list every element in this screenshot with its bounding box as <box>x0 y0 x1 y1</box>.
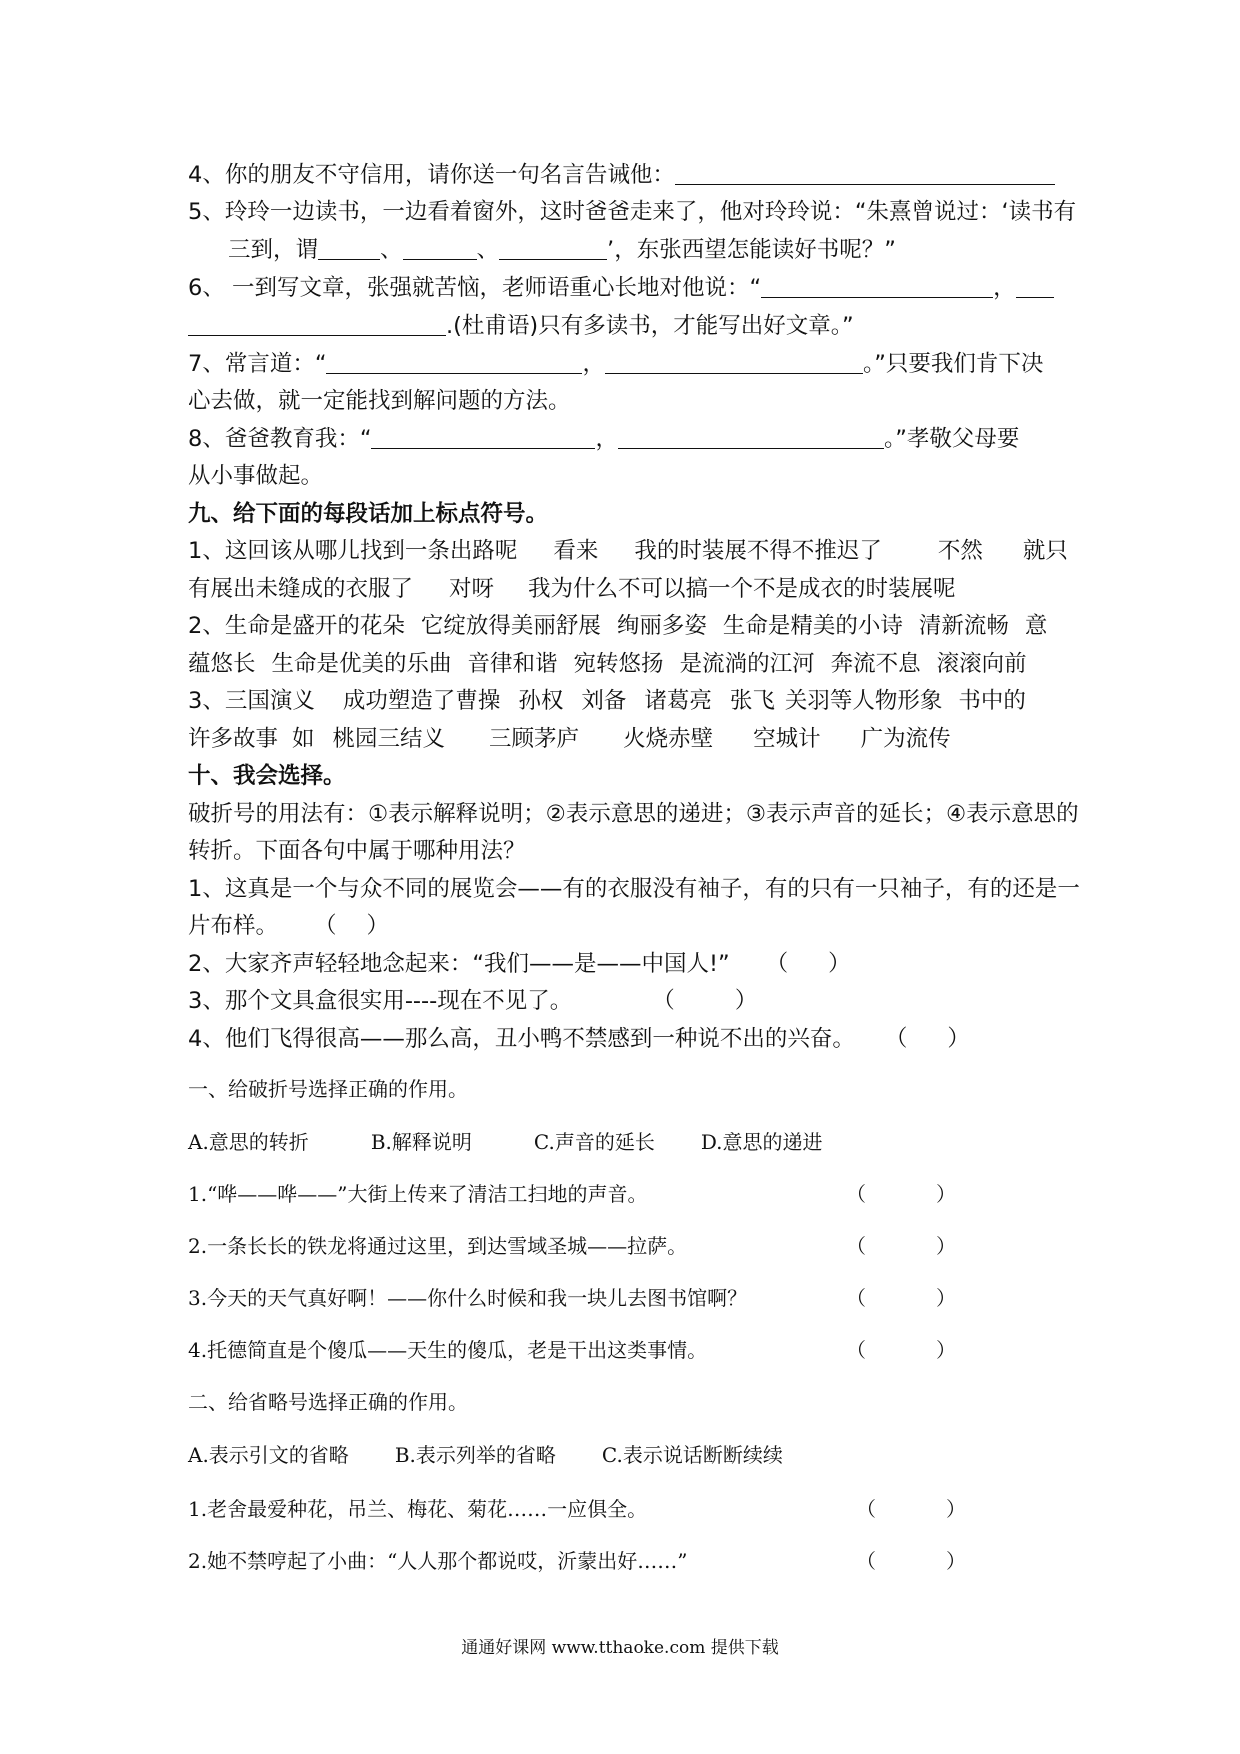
partA-heading: 一、给破折号选择正确的作用。 <box>188 1077 468 1101</box>
answer-paren[interactable]: （ ） <box>846 1286 956 1310</box>
s10-q1-line1: 1、这真是一个与众不同的展览会——有的衣服没有袖子，有的只有一只袖子，有的还是一 <box>188 876 1080 902</box>
s9-p2-line2: 蕴悠长 生命是优美的乐曲 音律和谐 宛转悠扬 是流淌的江河 奔流不息 滚滚向前 <box>188 651 1027 677</box>
s9-p1-line1: 1、这回该从哪儿找到一条出路呢 看来 我的时装展不得不推迟了 不然 就只 <box>188 538 1068 564</box>
blank[interactable] <box>1016 273 1054 298</box>
answer-paren[interactable]: （ ） <box>314 913 390 939</box>
q8-6-line2: .(杜甫语)只有多读书，才能写出好文章。” <box>188 311 854 341</box>
s10-q2: 2、大家齐声轻轻地念起来：“我们——是——中国人!” （ ） <box>188 951 851 977</box>
blank[interactable] <box>618 424 884 449</box>
section9-heading: 九、给下面的每段话加上标点符号。 <box>188 501 549 527</box>
partB-item-2: 2.她不禁哼起了小曲：“人人那个都说哎，沂蒙出好……” <box>188 1549 688 1573</box>
s10-q3: 3、那个文具盒很实用----现在不见了。 （ ） <box>188 988 758 1014</box>
partA-item-2: 2.一条长长的铁龙将通过这里，到达雪域圣城——拉萨。 <box>188 1234 688 1258</box>
blank[interactable] <box>326 349 582 374</box>
answer-paren[interactable]: （ ） <box>846 1338 956 1362</box>
s10-intro-line2: 转折。下面各句中属于哪种用法？ <box>188 838 526 864</box>
blank[interactable] <box>318 235 380 260</box>
blank[interactable] <box>371 424 595 449</box>
blank[interactable] <box>188 311 446 336</box>
blank[interactable] <box>403 235 477 260</box>
partA-item-4: 4.托德简直是个傻瓜——天生的傻瓜，老是干出这类事情。 <box>188 1338 708 1362</box>
answer-paren[interactable]: （ ） <box>846 1234 956 1258</box>
partB-heading: 二、给省略号选择正确的作用。 <box>188 1390 468 1414</box>
partB-options: A.表示引文的省略 B.表示列举的省略 C.表示说话断断续续 <box>188 1443 783 1467</box>
q8-5-line2: 三到，谓 、 、 ’，东张西望怎能读好书呢？” <box>228 237 896 263</box>
partA-item-1: 1.“哗——哗——”大街上传来了清洁工扫地的声音。 <box>188 1182 648 1206</box>
s9-p2-line1: 2、生命是盛开的花朵 它绽放得美丽舒展 绚丽多姿 生命是精美的小诗 清新流畅 意 <box>188 613 1048 639</box>
s9-p1-line2: 有展出未缝成的衣服了 对呀 我为什么不可以搞一个不是成衣的时装展呢 <box>188 576 956 602</box>
q8-4: 4、你的朋友不守信用，请你送一句名言告诫他： <box>188 160 1055 190</box>
partA-options: A.意思的转折 B.解释说明 C.声音的延长 D.意思的递进 <box>188 1130 823 1154</box>
s10-intro-line1: 破折号的用法有：①表示解释说明；②表示意思的递进；③表示声音的延长；④表示意思的 <box>188 801 1079 827</box>
q8-8-line2: 从小事做起。 <box>188 463 324 489</box>
blank[interactable] <box>499 235 607 260</box>
s10-q4: 4、他们飞得很高——那么高，丑小鸭不禁感到一种说不出的兴奋。 （ ） <box>188 1026 970 1052</box>
s10-q1-line2: 片布样。 （ ） <box>188 913 390 939</box>
partB-item-1: 1.老舍最爱种花，吊兰、梅花、菊花……一应俱全。 <box>188 1497 648 1521</box>
blank[interactable] <box>675 160 1055 185</box>
partA-item-3: 3.今天的天气真好啊！——你什么时候和我一块儿去图书馆啊？ <box>188 1286 748 1310</box>
answer-paren[interactable]: （ ） <box>846 1182 956 1206</box>
answer-paren[interactable]: （ ） <box>884 1026 970 1052</box>
q8-8-line1: 8、爸爸教育我：“ ， 。”孝敬父母要 <box>188 426 1020 452</box>
q8-5-line1: 5、玲玲一边读书，一边看着窗外，这时爸爸走来了，他对玲玲说：“朱熹曾说过：‘读书有 <box>188 199 1077 225</box>
s9-p3-line1: 3、三国演义 成功塑造了曹操 孙权 刘备 诸葛亮 张飞 关羽等人物形象 书中的 <box>188 688 1026 714</box>
q8-7-line2: 心去做，就一定能找到解问题的方法。 <box>188 388 571 414</box>
q8-7-line1: 7、常言道：“ ， 。”只要我们肯下决 <box>188 351 1044 377</box>
answer-paren[interactable]: （ ） <box>652 988 758 1014</box>
blank[interactable] <box>605 349 863 374</box>
answer-paren[interactable]: （ ） <box>765 951 851 977</box>
s9-p3-line2: 许多故事 如 桃园三结义 三顾茅庐 火烧赤壁 空城计 广为流传 <box>188 726 951 752</box>
page-footer: 通通好课网 www.tthaoke.com 提供下载 <box>461 1638 779 1658</box>
blank[interactable] <box>761 273 993 298</box>
section10-heading: 十、我会选择。 <box>188 763 346 789</box>
q8-6-line1: 6、 一到写文章，张强就苦恼，老师语重心长地对他说：“ ， <box>188 273 1054 303</box>
answer-paren[interactable]: （ ） <box>856 1497 966 1521</box>
answer-paren[interactable]: （ ） <box>856 1549 966 1573</box>
